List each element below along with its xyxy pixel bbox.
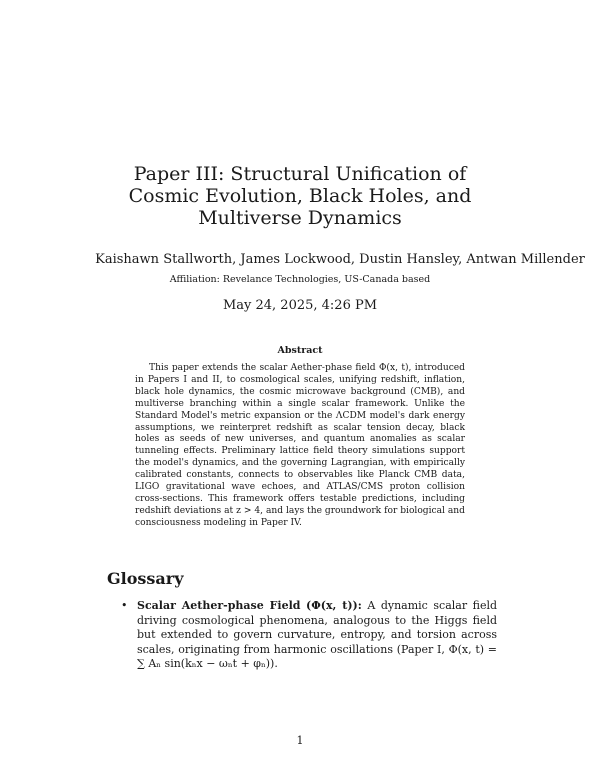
page-number: 1 xyxy=(296,734,304,747)
abstract-text: This paper extends the scalar Aether-phase field Φ(x, t), introduced in Papers I and II, to cosmological scales, unifying redshift, inflation, black hole dynamics, the cosmic microwave background (CMB), and multiverse branching within a single scalar framework. Unlike the Standard Model's metric expansion or the ΛCDM model's dark energy assumptions, we reinterpret redshift as scalar tension decay, black holes as seeds of new universes, and quantum anomalies as scalar tunneling effects. Preliminary lattice field theory simulations support the model's dynamics, and the governing Lagrangian, with empirically calibrated constants, connects to observables like Planck CMB data, LIGO gravitational wave echoes, and ATLAS/CMS proton collision cross-sections. This framework offers testable predictions, including redshift deviations at z > 4, and lays the groundwork for biological and consciousness modeling in Paper IV. xyxy=(135,363,465,528)
glossary-item xyxy=(117,599,497,672)
glossary-definition: A dynamic scalar field driving cosmological phenomena, analogous to the Higgs field but extended to govern curvature, entropy, and torsion across scales, originating from harmonic oscillations (Paper I, Φ(x, t) = ∑ Aₙ sin(kₙx − ωₙt + φₙ)). xyxy=(137,599,498,670)
author-list: Kaishawn Stallworth, James Lockwood, Dustin Hansley, Antwan Millender xyxy=(95,252,585,267)
paper-title: Paper III: Structural Unification of Cosmic Evolution, Black Holes, and Multiverse Dynamics xyxy=(128,163,472,229)
glossary-term: Scalar Aether-phase Field xyxy=(137,599,301,612)
glossary-list xyxy=(117,599,497,672)
publication-date: May 24, 2025, 4:26 PM xyxy=(222,298,378,313)
affiliation: Affiliation: Revelance Technologies, US-Canada based xyxy=(169,274,431,285)
bullet-icon: • xyxy=(121,599,128,612)
glossary-heading: Glossary xyxy=(107,569,184,588)
abstract-heading: Abstract xyxy=(277,345,323,356)
glossary-term-symbol: (Φ(x, t)): xyxy=(306,599,362,612)
